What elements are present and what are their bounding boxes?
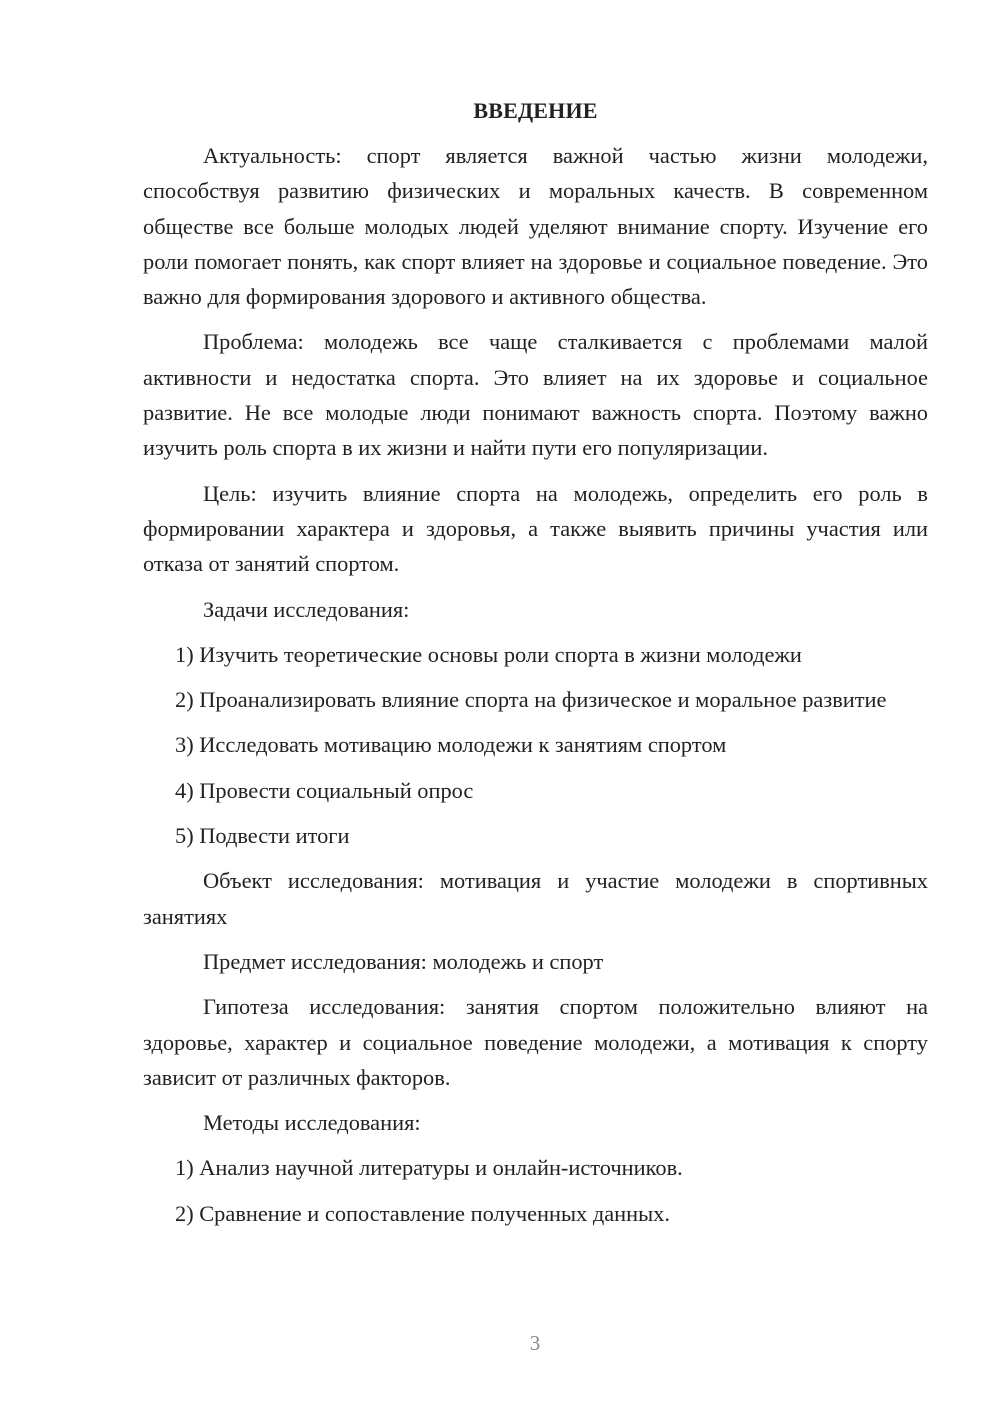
task-item-5: 5) Подвести итоги [175, 823, 350, 849]
paragraph-goal: Цель: изучить влияние спорта на молодежь, определить его роль в формировании характера и здоровья, а также выявить причины участия или отказа от занятий спортом. [143, 480, 928, 577]
page-number: 3 [529, 1331, 541, 1355]
task-item-4: 4) Провести социальный опрос [175, 777, 474, 803]
paragraph-problem: Проблема: молодежь все чаще сталкивается с проблемами малой активности и недостатка спорта. Это влияет на их здоровье и социальное развитие. Не все молодые люди понимают важность спорта. Поэтому важно изучить роль спорта в их жизни и найти пути его популяризации. [143, 329, 928, 461]
task-item-1: 1) Изучить теоретические основы роли спорта в жизни молодежи [175, 641, 802, 667]
task-item-3: 3) Исследовать мотивацию молодежи к занятиям спортом [175, 732, 727, 758]
paragraph-hypothesis: Гипотеза исследования: занятия спортом положительно влияют на здоровье, характер и социальное поведение молодежи, а мотивация к спорту зависит от различных факторов. [143, 994, 928, 1090]
method-item-2: 2) Сравнение и сопоставление полученных данных. [175, 1200, 670, 1226]
paragraph-object: Объект исследования: мотивация и участие молодежи в спортивных занятиях [143, 868, 928, 929]
section-title: ВВЕДЕНИЕ [473, 98, 598, 123]
paragraph-tasks-heading: Задачи исследования: [203, 596, 410, 622]
task-item-2: 2) Проанализировать влияние спорта на физическое и моральное развитие [175, 687, 887, 713]
method-item-1: 1) Анализ научной литературы и онлайн-источников. [175, 1155, 683, 1181]
paragraph-subject: Предмет исследования: молодежь и спорт [203, 948, 604, 974]
document-page [143, 93, 928, 1231]
paragraph-relevance: Актуальность: спорт является важной частью жизни молодежи, способствуя развитию физических и моральных качеств. В современном обществе все больше молодых людей уделяют внимание спорту. Изучение его роли помогает понять, как спорт влияет на здоровье и социальное поведение. Это важно для формирования здорового и активного общества. [143, 143, 928, 310]
paragraph-methods-heading: Методы исследования: [203, 1110, 421, 1136]
